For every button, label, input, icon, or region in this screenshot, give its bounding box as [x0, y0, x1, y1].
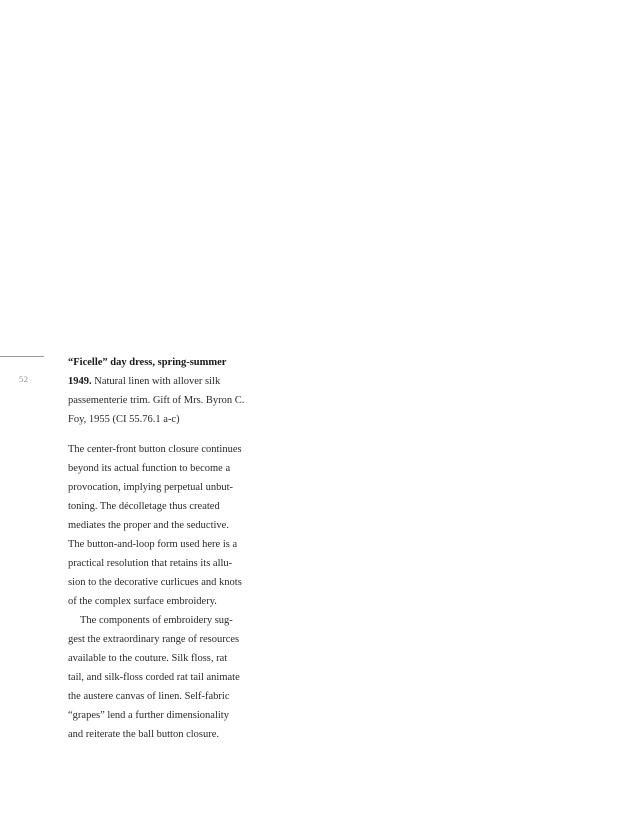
caption-title: “Ficelle” day dress, spring-summer	[68, 357, 227, 368]
body-text	[68, 440, 246, 744]
margin-rule	[0, 356, 44, 357]
caption-year: 1949.	[68, 376, 92, 387]
paragraph-line: The button-and-loop form used here is a	[68, 539, 238, 550]
paragraph-2	[68, 611, 246, 744]
paragraph-line: beyond its actual function to become a	[68, 463, 231, 474]
page-number: 52	[19, 374, 29, 384]
caption-line-2	[68, 372, 246, 391]
paragraph-line: tail, and silk-floss corded rat tail animate	[68, 672, 240, 683]
paragraph-line: of the complex surface embroidery.	[68, 596, 217, 607]
paragraph-line: practical resolution that retains its allu-	[68, 558, 233, 569]
paragraph-line: and reiterate the ball button closure.	[68, 729, 220, 740]
paragraph-line: available to the couture. Silk floss, rat	[68, 653, 228, 664]
paragraph-line: toning. The décolletage thus created	[68, 501, 220, 512]
paragraph-line: gest the extraordinary range of resources	[68, 634, 240, 645]
paragraph-line: mediates the proper and the seductive.	[68, 520, 229, 531]
caption	[68, 353, 246, 429]
caption-credit: Foy, 1955 (CI 55.76.1 a-c)	[68, 414, 180, 425]
paragraph-line: the austere canvas of linen. Self-fabric	[68, 691, 230, 702]
paragraph-line: The center-front button closure continues	[68, 444, 242, 455]
paragraph-line: provocation, implying perpetual unbut-	[68, 482, 234, 493]
text-column	[68, 353, 246, 744]
paragraph-line: sion to the decorative curlicues and knots	[68, 577, 242, 588]
paragraph-1	[68, 440, 246, 611]
caption-line-3: passementerie trim. Gift of Mrs. Byron C.	[68, 395, 245, 406]
caption-materials: Natural linen with allover silk	[91, 376, 221, 387]
paragraph-line: The components of embroidery sug-	[80, 615, 233, 626]
paragraph-line: “grapes” lend a further dimensionality	[68, 710, 229, 721]
